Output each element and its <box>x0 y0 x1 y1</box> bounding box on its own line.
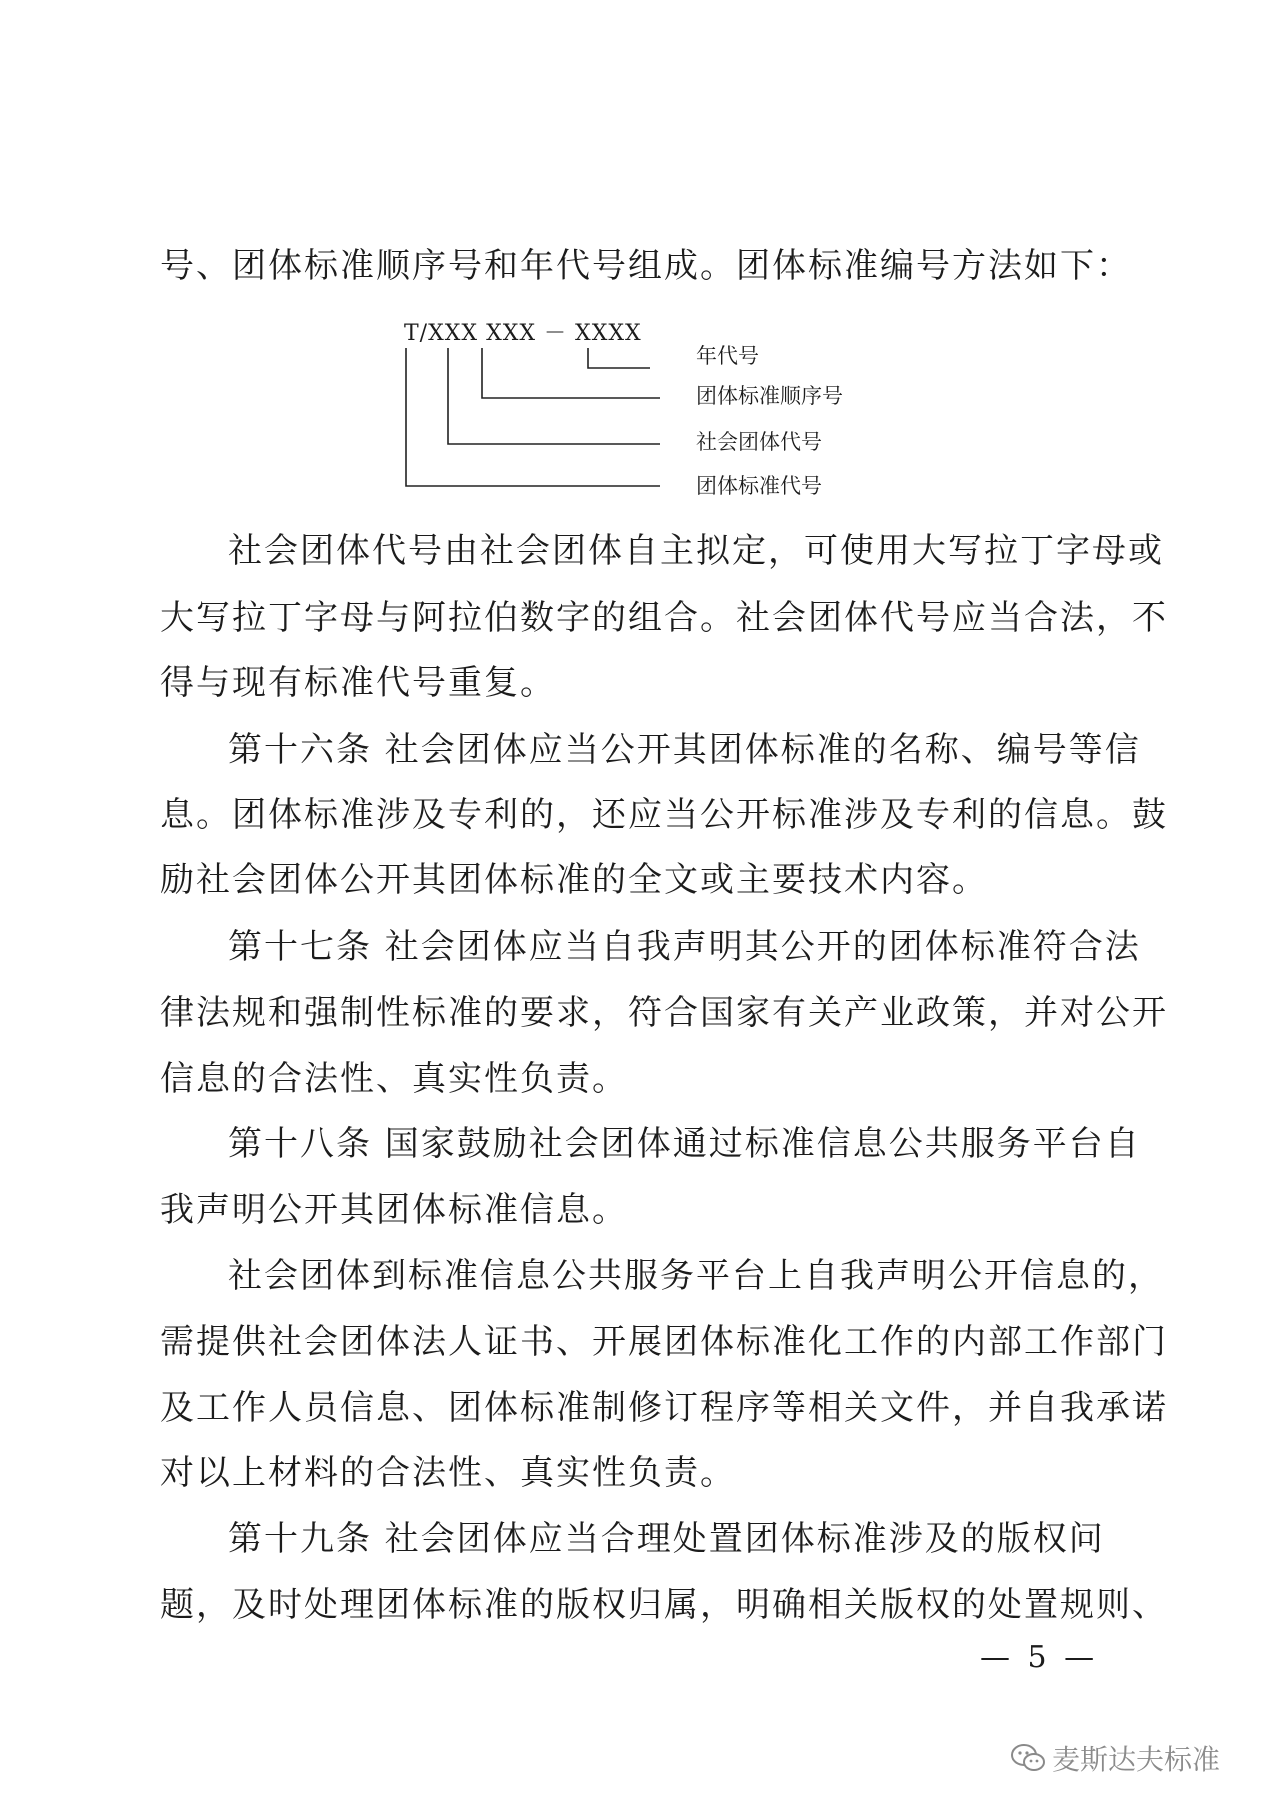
article-17-line: 第十七条 社会团体应当自我声明其公开的团体标准符合法 <box>228 927 1141 967</box>
body-line: 号、团体标准顺序号和年代号组成。团体标准编号方法如下： <box>160 246 1132 286</box>
code-bracket-lines <box>390 316 950 516</box>
wechat-icon <box>1010 1743 1046 1773</box>
label-year: 年代号 <box>696 344 759 368</box>
body-line: 信息的合法性、真实性负责。 <box>160 1059 628 1099</box>
code-format: T/XXX XXX － XXXX <box>404 321 642 346</box>
standard-code-diagram <box>390 316 950 516</box>
body-line: 对以上材料的合法性、真实性负责。 <box>160 1453 736 1493</box>
body-line: 社会团体代号由社会团体自主拟定，可使用大写拉丁字母或 <box>228 531 1164 571</box>
body-line: 律法规和强制性标准的要求，符合国家有关产业政策，并对公开 <box>160 993 1168 1033</box>
label-org-code: 社会团体代号 <box>696 430 822 454</box>
body-line: 我声明公开其团体标准信息。 <box>160 1190 628 1230</box>
watermark-text: 麦斯达夫标准 <box>1052 1743 1221 1776</box>
article-19-line: 第十九条 社会团体应当合理处置团体标准涉及的版权问 <box>228 1519 1105 1559</box>
watermark <box>1010 1738 1220 1778</box>
body-line: 息。团体标准涉及专利的，还应当公开标准涉及专利的信息。鼓 <box>160 795 1168 835</box>
body-line: 社会团体到标准信息公共服务平台上自我声明公开信息的， <box>228 1256 1164 1296</box>
body-line: 需提供社会团体法人证书、开展团体标准化工作的内部工作部门 <box>160 1322 1168 1362</box>
body-line: 及工作人员信息、团体标准制修订程序等相关文件，并自我承诺 <box>160 1388 1168 1428</box>
body-line: 题，及时处理团体标准的版权归属，明确相关版权的处置规则、 <box>160 1585 1168 1625</box>
article-16-line: 第十六条 社会团体应当公开其团体标准的名称、编号等信 <box>228 730 1141 770</box>
page-number: — 5 — <box>980 1640 1099 1675</box>
body-line: 大写拉丁字母与阿拉伯数字的组合。社会团体代号应当合法，不 <box>160 598 1168 638</box>
body-line: 得与现有标准代号重复。 <box>160 663 556 703</box>
label-sequence: 团体标准顺序号 <box>696 384 843 408</box>
body-line: 励社会团体公开其团体标准的全文或主要技术内容。 <box>160 860 988 900</box>
label-standard-code: 团体标准代号 <box>696 474 822 498</box>
article-18-line: 第十八条 国家鼓励社会团体通过标准信息公共服务平台自 <box>228 1124 1141 1164</box>
